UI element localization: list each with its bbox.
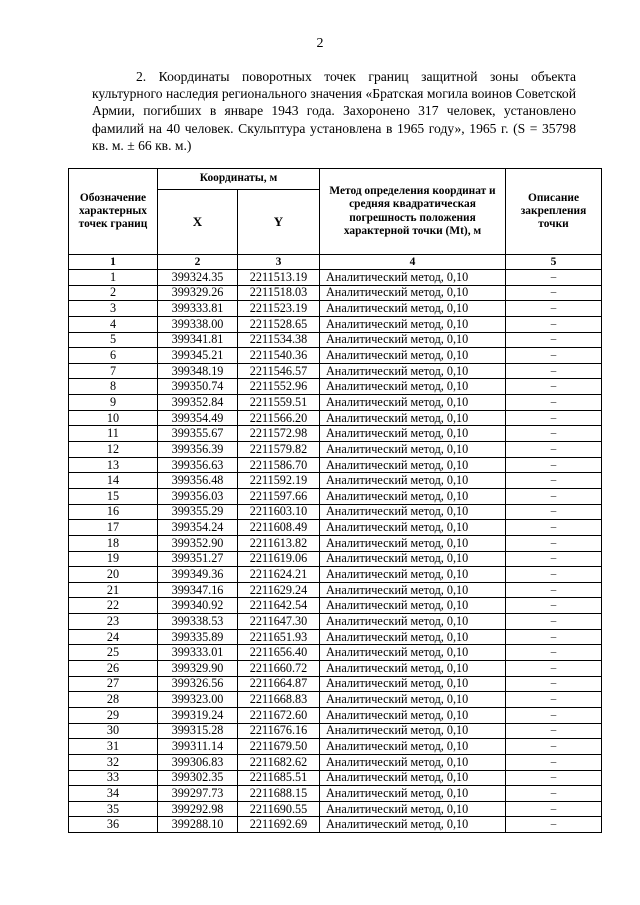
table-row: [69, 473, 602, 489]
point-number-cell: 30: [69, 723, 158, 739]
x-coordinate-cell: 399302.35: [158, 770, 238, 786]
y-coordinate-cell: 2211624.21: [238, 567, 320, 583]
point-number-cell: 3: [69, 301, 158, 317]
table-row: [69, 270, 602, 286]
point-number-cell: 22: [69, 598, 158, 614]
description-cell: –: [506, 363, 602, 379]
description-cell: –: [506, 707, 602, 723]
coordinates-table: [68, 168, 602, 833]
point-number-cell: 24: [69, 629, 158, 645]
description-cell: –: [506, 473, 602, 489]
method-cell: Аналитический метод, 0,10: [320, 754, 506, 770]
description-cell: –: [506, 786, 602, 802]
table-row: [69, 285, 602, 301]
table-row: [69, 645, 602, 661]
point-number-cell: 26: [69, 661, 158, 677]
method-cell: Аналитический метод, 0,10: [320, 567, 506, 583]
y-coordinate-cell: 2211660.72: [238, 661, 320, 677]
description-cell: –: [506, 348, 602, 364]
y-coordinate-cell: 2211572.98: [238, 426, 320, 442]
method-cell: Аналитический метод, 0,10: [320, 504, 506, 520]
description-cell: –: [506, 801, 602, 817]
description-cell: –: [506, 332, 602, 348]
table-row: [69, 426, 602, 442]
header-point-designation: Обозначение характерных точек границ: [69, 169, 158, 255]
table-row: [69, 363, 602, 379]
description-cell: –: [506, 270, 602, 286]
description-cell: –: [506, 379, 602, 395]
point-number-cell: 31: [69, 739, 158, 755]
description-cell: –: [506, 442, 602, 458]
method-cell: Аналитический метод, 0,10: [320, 692, 506, 708]
table-row: [69, 661, 602, 677]
description-cell: –: [506, 614, 602, 630]
y-coordinate-cell: 2211546.57: [238, 363, 320, 379]
method-cell: Аналитический метод, 0,10: [320, 410, 506, 426]
table-row: [69, 692, 602, 708]
method-cell: Аналитический метод, 0,10: [320, 786, 506, 802]
table-row: [69, 410, 602, 426]
point-number-cell: 7: [69, 363, 158, 379]
header-description: Описание закрепления точки: [506, 169, 602, 255]
point-number-cell: 17: [69, 520, 158, 536]
y-coordinate-cell: 2211579.82: [238, 442, 320, 458]
table-row: [69, 504, 602, 520]
table-row: [69, 723, 602, 739]
method-cell: Аналитический метод, 0,10: [320, 363, 506, 379]
method-cell: Аналитический метод, 0,10: [320, 707, 506, 723]
description-cell: –: [506, 598, 602, 614]
y-coordinate-cell: 2211676.16: [238, 723, 320, 739]
table-row: [69, 316, 602, 332]
y-coordinate-cell: 2211613.82: [238, 535, 320, 551]
x-coordinate-cell: 399345.21: [158, 348, 238, 364]
x-coordinate-cell: 399351.27: [158, 551, 238, 567]
point-number-cell: 5: [69, 332, 158, 348]
y-coordinate-cell: 2211688.15: [238, 786, 320, 802]
x-coordinate-cell: 399333.81: [158, 301, 238, 317]
description-cell: –: [506, 551, 602, 567]
x-coordinate-cell: 399354.49: [158, 410, 238, 426]
y-coordinate-cell: 2211685.51: [238, 770, 320, 786]
x-coordinate-cell: 399329.90: [158, 661, 238, 677]
table-row: [69, 379, 602, 395]
description-cell: –: [506, 723, 602, 739]
intro-paragraph: 2. Координаты поворотных точек границ защитной зоны объекта культурного наследия регионального значения «Братская могила воинов Советской Армии, погибших в январе 1943 года. Захоронено 317 человек, установлено фамилий на 40 человек. Скульптура установлена в 1965 году», 1965 г. (S = 35798 кв. м. ± 66 кв. м.): [92, 69, 576, 153]
point-number-cell: 29: [69, 707, 158, 723]
point-number-cell: 14: [69, 473, 158, 489]
point-number-cell: 4: [69, 316, 158, 332]
x-coordinate-cell: 399356.63: [158, 457, 238, 473]
description-cell: –: [506, 661, 602, 677]
description-cell: –: [506, 488, 602, 504]
method-cell: Аналитический метод, 0,10: [320, 801, 506, 817]
table-row: [69, 676, 602, 692]
x-coordinate-cell: 399297.73: [158, 786, 238, 802]
x-coordinate-cell: 399338.53: [158, 614, 238, 630]
point-number-cell: 2: [69, 285, 158, 301]
description-cell: –: [506, 410, 602, 426]
description-cell: –: [506, 301, 602, 317]
x-coordinate-cell: 399333.01: [158, 645, 238, 661]
x-coordinate-cell: 399352.90: [158, 535, 238, 551]
table-row: [69, 535, 602, 551]
description-cell: –: [506, 629, 602, 645]
point-number-cell: 16: [69, 504, 158, 520]
header-method: Метод определения координат и средняя квадратическая погрешность положения характерной точки (Mt), м: [320, 169, 506, 255]
method-cell: Аналитический метод, 0,10: [320, 629, 506, 645]
x-coordinate-cell: 399356.39: [158, 442, 238, 458]
description-cell: –: [506, 504, 602, 520]
x-coordinate-cell: 399355.67: [158, 426, 238, 442]
x-coordinate-cell: 399311.14: [158, 739, 238, 755]
point-number-cell: 20: [69, 567, 158, 583]
y-coordinate-cell: 2211608.49: [238, 520, 320, 536]
table-row: [69, 348, 602, 364]
x-coordinate-cell: 399356.03: [158, 488, 238, 504]
description-cell: –: [506, 535, 602, 551]
description-cell: –: [506, 645, 602, 661]
method-cell: Аналитический метод, 0,10: [320, 395, 506, 411]
method-cell: Аналитический метод, 0,10: [320, 582, 506, 598]
x-coordinate-cell: 399306.83: [158, 754, 238, 770]
method-cell: Аналитический метод, 0,10: [320, 301, 506, 317]
x-coordinate-cell: 399326.56: [158, 676, 238, 692]
method-cell: Аналитический метод, 0,10: [320, 488, 506, 504]
y-coordinate-cell: 2211647.30: [238, 614, 320, 630]
column-number: 2: [158, 255, 238, 270]
method-cell: Аналитический метод, 0,10: [320, 614, 506, 630]
y-coordinate-cell: 2211528.65: [238, 316, 320, 332]
description-cell: –: [506, 457, 602, 473]
point-number-cell: 36: [69, 817, 158, 833]
y-coordinate-cell: 2211540.36: [238, 348, 320, 364]
table-row: [69, 817, 602, 833]
table-row: [69, 332, 602, 348]
description-cell: –: [506, 692, 602, 708]
method-cell: Аналитический метод, 0,10: [320, 379, 506, 395]
description-cell: –: [506, 285, 602, 301]
x-coordinate-cell: 399338.00: [158, 316, 238, 332]
table-row: [69, 582, 602, 598]
table-body: [69, 270, 602, 833]
description-cell: –: [506, 817, 602, 833]
y-coordinate-cell: 2211664.87: [238, 676, 320, 692]
method-cell: Аналитический метод, 0,10: [320, 817, 506, 833]
y-coordinate-cell: 2211534.38: [238, 332, 320, 348]
table-row: [69, 629, 602, 645]
point-number-cell: 19: [69, 551, 158, 567]
y-coordinate-cell: 2211629.24: [238, 582, 320, 598]
y-coordinate-cell: 2211692.69: [238, 817, 320, 833]
method-cell: Аналитический метод, 0,10: [320, 520, 506, 536]
y-coordinate-cell: 2211552.96: [238, 379, 320, 395]
header-y: Y: [238, 190, 320, 255]
x-coordinate-cell: 399348.19: [158, 363, 238, 379]
method-cell: Аналитический метод, 0,10: [320, 598, 506, 614]
header-x: X: [158, 190, 238, 255]
y-coordinate-cell: 2211566.20: [238, 410, 320, 426]
x-coordinate-cell: 399324.35: [158, 270, 238, 286]
y-coordinate-cell: 2211672.60: [238, 707, 320, 723]
point-number-cell: 9: [69, 395, 158, 411]
method-cell: Аналитический метод, 0,10: [320, 645, 506, 661]
point-number-cell: 23: [69, 614, 158, 630]
method-cell: Аналитический метод, 0,10: [320, 473, 506, 489]
page-number: 2: [316, 36, 324, 51]
x-coordinate-cell: 399335.89: [158, 629, 238, 645]
description-cell: –: [506, 676, 602, 692]
table-row: [69, 786, 602, 802]
table-row: [69, 551, 602, 567]
point-number-cell: 21: [69, 582, 158, 598]
table-row: [69, 614, 602, 630]
point-number-cell: 12: [69, 442, 158, 458]
description-cell: –: [506, 770, 602, 786]
table-row: [69, 520, 602, 536]
x-coordinate-cell: 399319.24: [158, 707, 238, 723]
y-coordinate-cell: 2211642.54: [238, 598, 320, 614]
description-cell: –: [506, 582, 602, 598]
table-row: [69, 442, 602, 458]
point-number-cell: 1: [69, 270, 158, 286]
y-coordinate-cell: 2211518.03: [238, 285, 320, 301]
x-coordinate-cell: 399341.81: [158, 332, 238, 348]
table-row: [69, 801, 602, 817]
point-number-cell: 15: [69, 488, 158, 504]
y-coordinate-cell: 2211679.50: [238, 739, 320, 755]
method-cell: Аналитический метод, 0,10: [320, 348, 506, 364]
column-number: 5: [506, 255, 602, 270]
x-coordinate-cell: 399352.84: [158, 395, 238, 411]
x-coordinate-cell: 399329.26: [158, 285, 238, 301]
table-row: [69, 395, 602, 411]
method-cell: Аналитический метод, 0,10: [320, 332, 506, 348]
method-cell: Аналитический метод, 0,10: [320, 316, 506, 332]
header-coordinates-group: Координаты, м: [158, 169, 320, 190]
point-number-cell: 32: [69, 754, 158, 770]
point-number-cell: 33: [69, 770, 158, 786]
point-number-cell: 28: [69, 692, 158, 708]
x-coordinate-cell: 399356.48: [158, 473, 238, 489]
y-coordinate-cell: 2211651.93: [238, 629, 320, 645]
y-coordinate-cell: 2211597.66: [238, 488, 320, 504]
column-number: 1: [69, 255, 158, 270]
point-number-cell: 8: [69, 379, 158, 395]
y-coordinate-cell: 2211523.19: [238, 301, 320, 317]
method-cell: Аналитический метод, 0,10: [320, 535, 506, 551]
method-cell: Аналитический метод, 0,10: [320, 739, 506, 755]
y-coordinate-cell: 2211619.06: [238, 551, 320, 567]
x-coordinate-cell: 399354.24: [158, 520, 238, 536]
y-coordinate-cell: 2211682.62: [238, 754, 320, 770]
y-coordinate-cell: 2211603.10: [238, 504, 320, 520]
method-cell: Аналитический метод, 0,10: [320, 723, 506, 739]
method-cell: Аналитический метод, 0,10: [320, 551, 506, 567]
x-coordinate-cell: 399355.29: [158, 504, 238, 520]
table-row: [69, 754, 602, 770]
method-cell: Аналитический метод, 0,10: [320, 770, 506, 786]
y-coordinate-cell: 2211690.55: [238, 801, 320, 817]
method-cell: Аналитический метод, 0,10: [320, 285, 506, 301]
point-number-cell: 10: [69, 410, 158, 426]
x-coordinate-cell: 399349.36: [158, 567, 238, 583]
description-cell: –: [506, 739, 602, 755]
description-cell: –: [506, 520, 602, 536]
point-number-cell: 6: [69, 348, 158, 364]
y-coordinate-cell: 2211586.70: [238, 457, 320, 473]
method-cell: Аналитический метод, 0,10: [320, 676, 506, 692]
y-coordinate-cell: 2211668.83: [238, 692, 320, 708]
point-number-cell: 34: [69, 786, 158, 802]
description-cell: –: [506, 567, 602, 583]
y-coordinate-cell: 2211513.19: [238, 270, 320, 286]
column-number: 3: [238, 255, 320, 270]
table-row: [69, 707, 602, 723]
description-cell: –: [506, 316, 602, 332]
method-cell: Аналитический метод, 0,10: [320, 442, 506, 458]
y-coordinate-cell: 2211592.19: [238, 473, 320, 489]
description-cell: –: [506, 426, 602, 442]
description-cell: –: [506, 754, 602, 770]
table-row: [69, 770, 602, 786]
method-cell: Аналитический метод, 0,10: [320, 661, 506, 677]
y-coordinate-cell: 2211656.40: [238, 645, 320, 661]
method-cell: Аналитический метод, 0,10: [320, 457, 506, 473]
table-row: [69, 301, 602, 317]
table-row: [69, 457, 602, 473]
point-number-cell: 35: [69, 801, 158, 817]
point-number-cell: 27: [69, 676, 158, 692]
method-cell: Аналитический метод, 0,10: [320, 270, 506, 286]
x-coordinate-cell: 399323.00: [158, 692, 238, 708]
x-coordinate-cell: 399288.10: [158, 817, 238, 833]
x-coordinate-cell: 399347.16: [158, 582, 238, 598]
point-number-cell: 18: [69, 535, 158, 551]
column-number: 4: [320, 255, 506, 270]
x-coordinate-cell: 399350.74: [158, 379, 238, 395]
point-number-cell: 11: [69, 426, 158, 442]
table-row: [69, 567, 602, 583]
x-coordinate-cell: 399340.92: [158, 598, 238, 614]
table-row: [69, 488, 602, 504]
point-number-cell: 13: [69, 457, 158, 473]
x-coordinate-cell: 399292.98: [158, 801, 238, 817]
table-row: [69, 739, 602, 755]
point-number-cell: 25: [69, 645, 158, 661]
y-coordinate-cell: 2211559.51: [238, 395, 320, 411]
description-cell: –: [506, 395, 602, 411]
x-coordinate-cell: 399315.28: [158, 723, 238, 739]
table-row: [69, 598, 602, 614]
method-cell: Аналитический метод, 0,10: [320, 426, 506, 442]
